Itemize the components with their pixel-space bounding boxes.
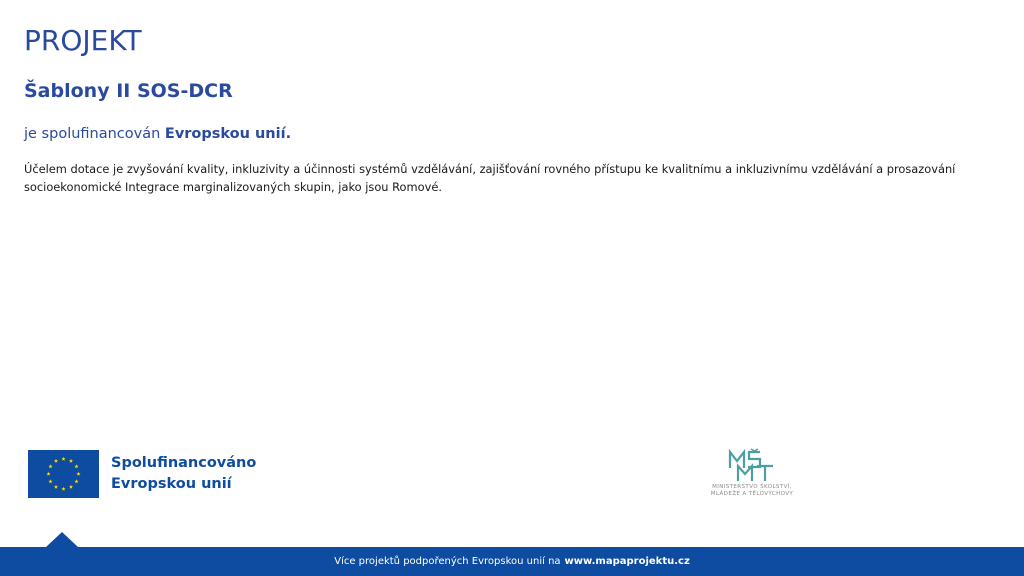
eu-cofinanced-logo xyxy=(28,450,256,498)
cofinanced-prefix: je spolufinancován xyxy=(24,126,161,142)
cofinanced-statement xyxy=(24,126,291,142)
eu-star-icon xyxy=(69,459,73,463)
eu-star-icon xyxy=(48,464,52,468)
eu-logo-text xyxy=(111,453,256,495)
eu-star-icon xyxy=(61,487,65,491)
eu-star-icon xyxy=(54,459,58,463)
eu-star-icon xyxy=(74,479,78,483)
msmt-caption xyxy=(700,484,804,498)
msmt-logo xyxy=(700,448,804,498)
eu-logo-line1: Spolufinancováno xyxy=(111,455,257,471)
eu-star-icon xyxy=(48,479,52,483)
eu-star-icon xyxy=(61,457,65,461)
eu-star-icon xyxy=(69,485,73,489)
footer-bar xyxy=(0,547,1024,576)
footer-notch xyxy=(46,532,78,547)
eu-star-icon xyxy=(54,485,58,489)
footer-text: Více projektů podpořených Evropskou unií na xyxy=(334,556,561,567)
page-heading: PROJEKT xyxy=(24,24,142,57)
msmt-caption-line2: MLÁDEŽE A TĚLOVÝCHOVY xyxy=(710,491,794,497)
eu-star-icon xyxy=(46,472,50,476)
eu-logo-line2: Evropskou unií xyxy=(111,476,232,492)
eu-flag-icon xyxy=(28,450,99,498)
footer-link[interactable]: www.mapaprojektu.cz xyxy=(564,556,690,567)
cofinanced-emphasis: Evropskou unií. xyxy=(164,126,292,142)
project-description: Účelem dotace je zvyšování kvality, inkluzivity a účinnosti systémů vzdělávání, zajišťování rovného přístupu ke kvalitnímu a inkluzivnímu vzdělávání a prosazování socioekonomické Integrace marginalizovaných skupin, jako jsou Romové. xyxy=(24,162,956,194)
msmt-caption-line1: MINISTERSTVO ŠKOLSTVÍ, xyxy=(712,484,792,490)
eu-star-icon xyxy=(74,464,78,468)
eu-star-icon xyxy=(76,472,80,476)
msmt-mark-icon xyxy=(700,448,804,482)
project-name: Šablony II SOS-DCR xyxy=(24,80,233,102)
